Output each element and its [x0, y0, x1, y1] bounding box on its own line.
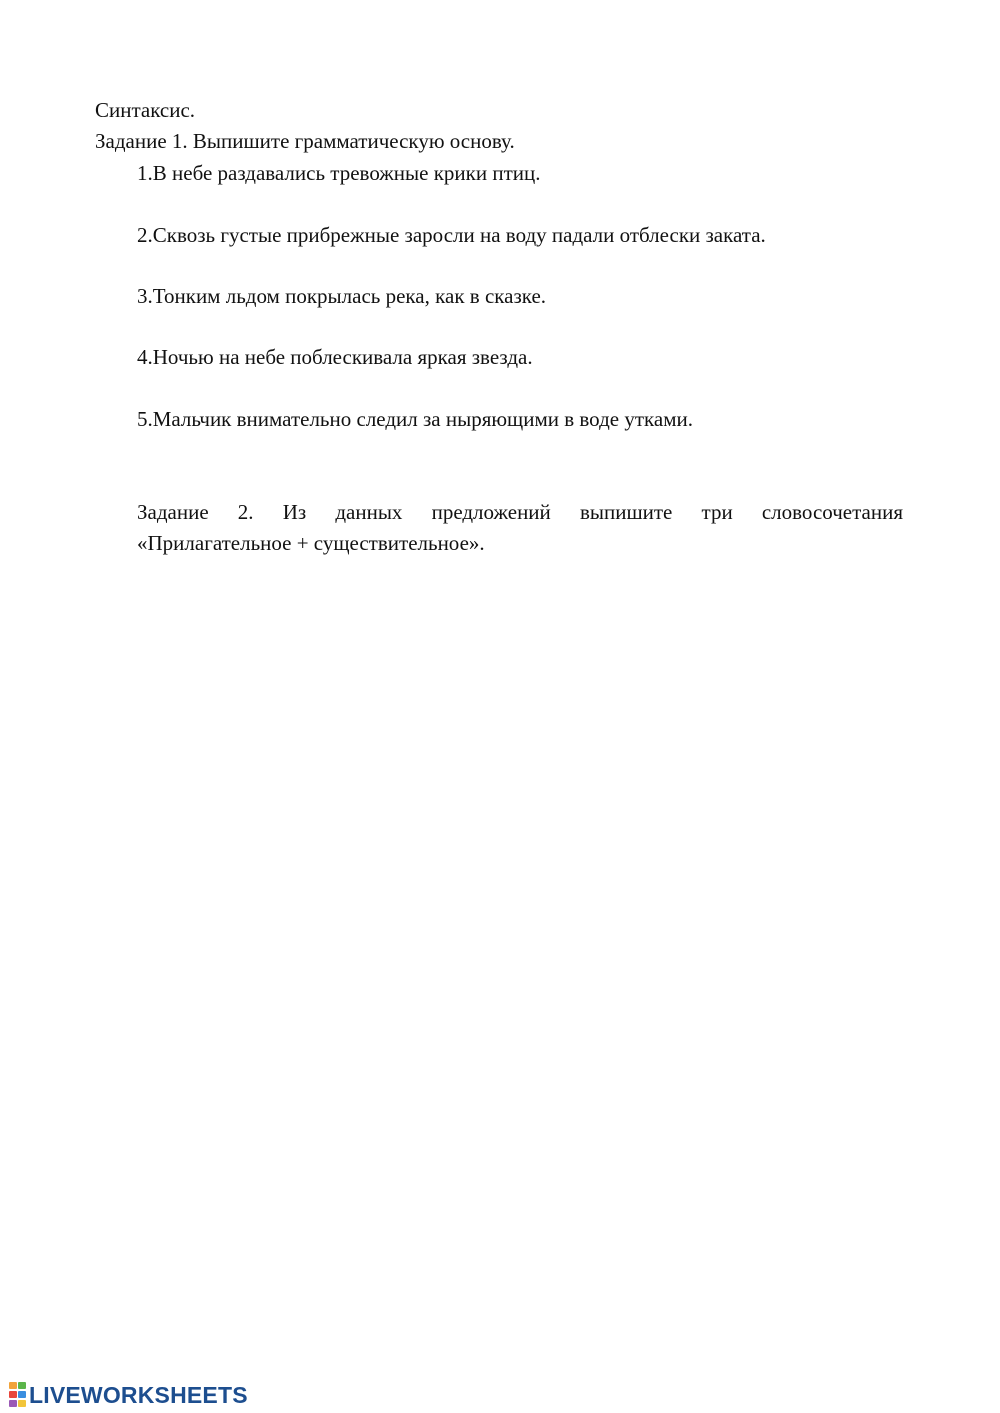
task2-line-2: «Прилагательное + существительное». — [137, 531, 485, 555]
logo-tile — [9, 1400, 17, 1407]
sentence-5: 5.Мальчик внимательно следил за ныряющими в воде утками. — [137, 407, 693, 431]
sentence-1: 1.В небе раздавались тревожные крики птиц. — [137, 161, 541, 185]
task2-line-1: Задание 2. Из данных предложений выпишите три словосочетания — [137, 500, 903, 524]
logo-text: LIVEWORKSHEETS — [29, 1382, 248, 1408]
logo-tile — [9, 1391, 17, 1398]
task1-title: Задание 1. Выпишите грамматическую основу. — [95, 129, 515, 153]
logo-tile — [18, 1391, 26, 1398]
liveworksheets-logo[interactable] — [9, 1383, 248, 1407]
page-heading: Синтаксис. — [95, 98, 196, 122]
sentence-3: 3.Тонким льдом покрылась река, как в сказке. — [137, 284, 547, 308]
logo-blocks-icon — [9, 1382, 26, 1408]
sentence-4: 4.Ночью на небе поблескивала яркая звезда. — [137, 345, 533, 369]
task2-paragraph — [137, 497, 903, 559]
sentence-2: 2.Сквозь густые прибрежные заросли на воду падали отблески заката. — [137, 223, 766, 247]
logo-tile — [18, 1382, 26, 1389]
logo-tile — [9, 1382, 17, 1389]
logo-tile — [18, 1400, 26, 1407]
